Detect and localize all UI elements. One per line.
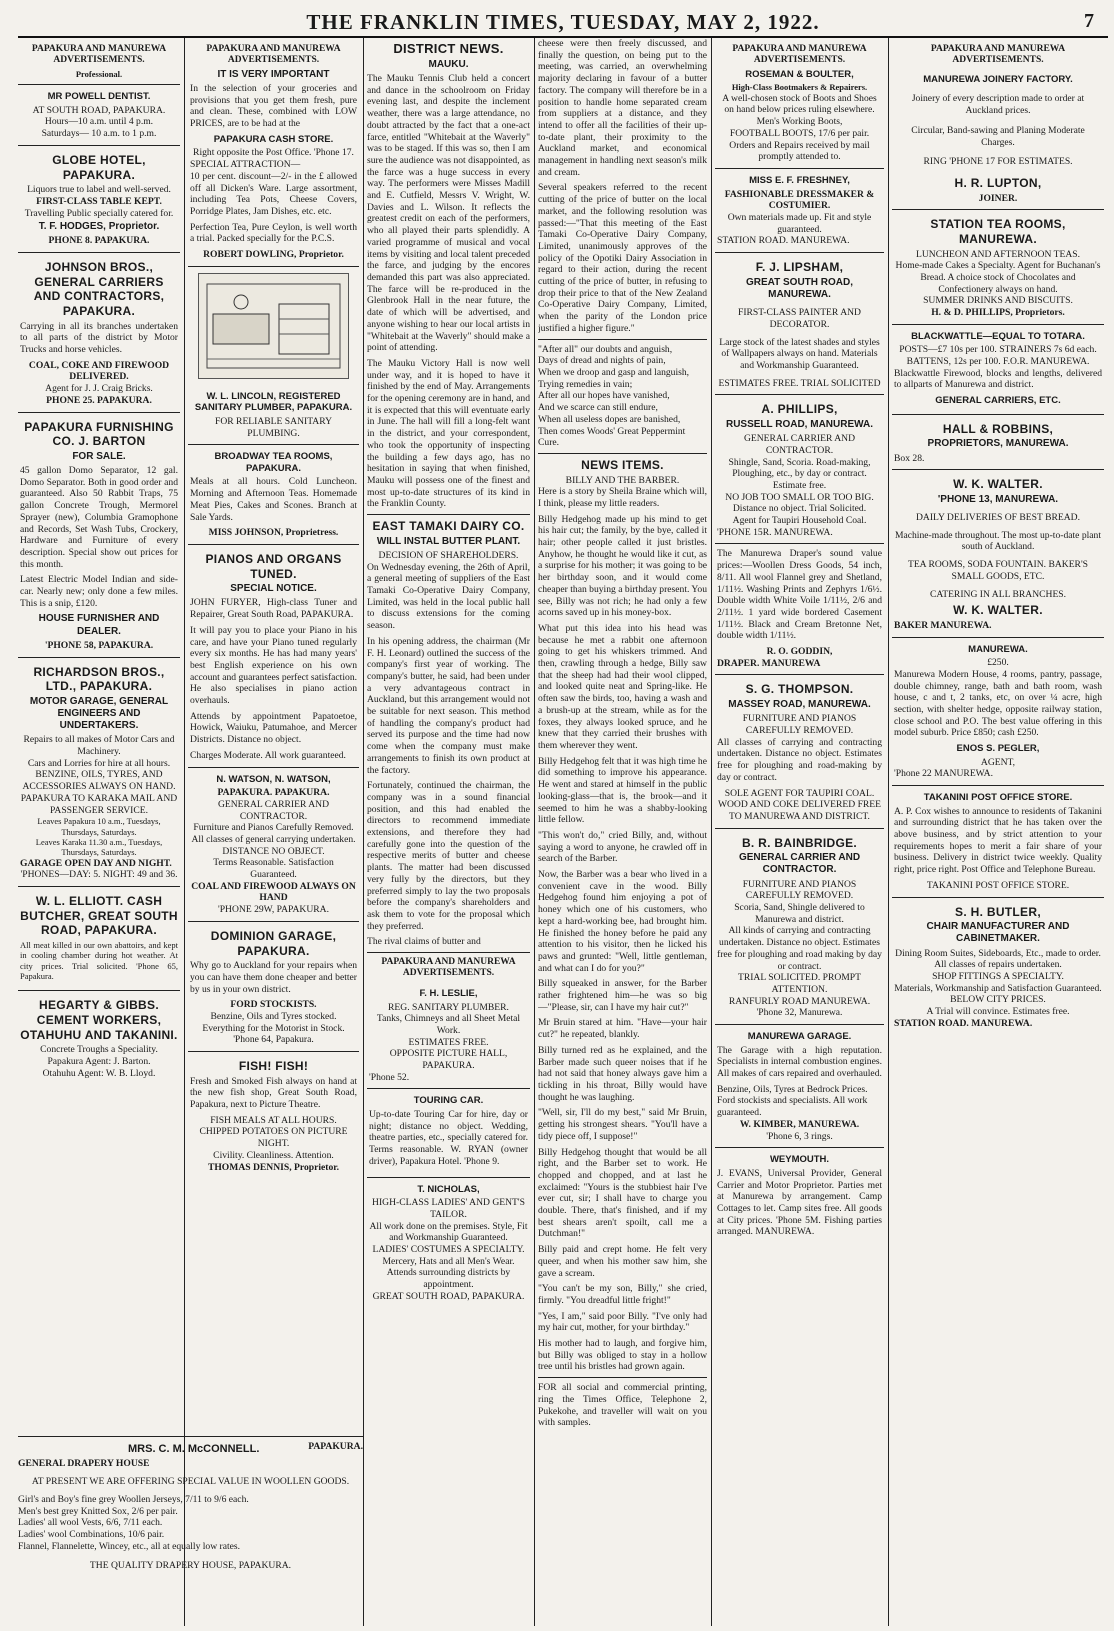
- advertisement: BROADWAY TEA ROOMS, PAPAKURA. Meals at all hours. Cold Luncheon. Morning and Afternoon Teas. Homemade Meat Pies, Cakes and Scones. Branch at Sale Yards. MISS JOHNSON, Proprietress.: [188, 445, 359, 545]
- advertisement: B. R. BAINBRIDGE. GENERAL CARRIER AND CONTRACTOR. FURNITURE AND PIANOS CAREFULLY REMOVED. Scoria, Sand, Shingle delivered to Manurewa and district. All kinds of carrying and contracting undertaken. Distance no object. Estimates free for ploughing and road making by day or contract. TRIAL SOLICITED. PROMPT ATTENTION. RANFURLY ROAD MANUREWA. 'Phone 32, Manurewa.: [715, 829, 884, 1025]
- advertisement: TOURING CAR. Up-to-date Touring Car for hire, day or night; distance no object. Wedding, theatre parties, etc., specially catered for. Terms reasonable. W. RYAN (owner driver), Papakura Hotel. 'Phone 9.: [367, 1089, 530, 1177]
- advertisement: PAPAKURA AND MANUREWA ADVERTISEMENTS. IT IS VERY IMPORTANT In the selection of your groceries and provisions that you get them fresh, pure and clean. These, combined with LOW PRICES, are to be had at the PAPAKURA CASH STORE. Right opposite the Post Office. 'Phone 17. SPECIAL ATTRACTION— 10 per cent. discount—2/- in the £ allowed off all Dicken's Ware. Large assortment, including Tea Pots, Cheese Covers, Porridge Plates, Jam Dishes, etc. etc. Perfection Tea, Pure Ceylon, is well worth a trial. Packed specially for the P.C.S. ROBERT DOWLING, Proprietor.: [188, 38, 359, 267]
- column-rule: [363, 38, 364, 1626]
- advertisement: HALL & ROBBINS, PROPRIETORS, MANUREWA. Box 28.: [892, 415, 1104, 471]
- column-rule: [711, 38, 712, 1626]
- advertisement: TAKANINI POST OFFICE STORE. A. P. Cox wishes to announce to residents of Takanini and surrounding district that he has taken over the above business, and by strict attention to your requirements hopes to merit a fair share of your business. Delivery in district twice weekly. Quality right, price right. Post Office and Telephone Bureau. TAKANINI POST OFFICE STORE.: [892, 786, 1104, 898]
- advertisement: F. H. LESLIE, REG. SANITARY PLUMBER. Tanks, Chimneys and all Sheet Metal Work. ESTIMATES FREE. OPPOSITE PICTURE HALL, PAPAKURA. 'Phone 52.: [367, 982, 530, 1090]
- plumbing-illustration: [198, 273, 349, 379]
- column-3: DISTRICT NEWS. MAUKU. The Mauku Tennis Club held a concert and dance in the schoolroom on Friday evening last, and despite the inclement weather, there was a large attendance, no doubt attracted by the fact that a one-act farce, entitled "Whitebait at the Waverly" was to be staged. If this was so, then I am sure the audience was not disappointed, as the farce was a huge success in every way. The performers were Misses Madill and E. Cutfield, Messrs V. Wright, W. Davies and L. Wilson. It reflects the greatest credit on each of the performers, who all played their parts splendidly. A varied programme of musical and vocal items by visiting and local talent preceded the farce, and judging by the encores demanded this part was also appreciated. The farce will be re-produced in the Glenbrook Hall in the near future, the date of which will be advertised, and anyone wishing to hear our local artists in "Whitebait at the Waverly" should make a point of attending. The Mauku Victory Hall is now well under way, and it is hoped to have it finished by the end of May. Arrangements for the opening ceremony are in hand, and it is expected that this will eventuate early in June. The hall will fill a long-felt want in the district, and your correspondent, who took the opportunity of inspecting the building a few days ago, has no hesitation in saying that when finished, Mauku will possess one of the finest and most up-to-date structures of its kind in the Franklin County. EAST TAMAKI DAIRY CO. WILL INSTAL BUTTER PLANT. DECISION OF SHAREHOLDERS. On Wednesday evening, the 26th of April, a general meeting of suppliers of the East Tamaki Co-Operative Dairy Company, Limited, was held in the local public hall to discuss extensions for the coming season. In his opening address, the chairman (Mr F. H. Leonard) outlined the success of the company's first year of working. The company's butter, he said, had been under a very advantageous contract in Auckland, but this arrangement would not be suitable for next season. This method of handling the company's product had served its purpose and the time had now come when the company must make arrangements to finish its own product at the factory. Fortunately, continued the chairman, the company was in a sound financial position, and this had enabled the directors to recommend immediate extensions, and therefore they had carefully gone into the question of the respective merits of butter and cheese plants. The matter had been discussed very fully by the directors, but they preferred simply to lay the two proposals before the company's shareholders and ask them to vote for the proposal which they preferred. The rival claims of butter and PAPAKURA AND MANUREWA ADVERTISEMENTS. F. H. LESLIE, REG. SANITARY PLUMBER. Tanks, Chimneys and all Sheet Metal Work. ESTIMATES FREE. OPPOSITE PICTURE HALL, PAPAKURA. 'Phone 52. TOURING CAR. Up-to-date Touring Car for hire, day or night; distance no object. Wedding, theatre parties, etc., specially catered for. Terms reasonable. W. RYAN (owner driver), Papakura Hotel. 'Phone 9. T. NICHOLAS, HIGH-CLASS LADIES' AND GENT'S TAILOR. All work done on the premises. Style, Fit and Workmanship Guaranteed. LADIES' COSTUMES A SPECIALTY. Mercery, Hats and all Men's Wear. Attends surrounding districts by appointment. GREAT SOUTH ROAD, PAPAKURA.: [367, 38, 530, 1626]
- advertisement: A. PHILLIPS, RUSSELL ROAD, MANUREWA. GENERAL CARRIER AND CONTRACTOR. Shingle, Sand, Scoria. Road-making, Ploughing, etc., by day or contract. Estimate free. NO JOB TOO SMALL OR TOO BIG. Distance no object. Trial Solicited. Agent for Taupiri Household Coal. 'PHONE 15R. MANUREWA.: [715, 395, 884, 544]
- advertisement: MANUREWA. £250. Manurewa Modern House, 4 rooms, pantry, passage, double chimney, range, bath and bath room, wash house, c and t, 2 tanks, etc, on over ¼ acre, high section, with shelter hedge, opposite railway station, close school and P.O. The best value offering in this model suburb. Price £850; cash £250. ENOS S. PEGLER, AGENT, 'Phone 22 MANUREWA.: [892, 638, 1104, 786]
- advertisement: WEYMOUTH. J. EVANS, Universal Provider, General Carrier and Motor Proprietor. Parties met at Manurewa by arrangement. Camp Cottages to let. Camp sites free. All goods at City prices. 'Phone 5M. Fishing parties arranged. MANUREWA.: [717, 1154, 882, 1238]
- column-rule: [888, 38, 889, 1626]
- bathroom-illustration: [199, 274, 348, 378]
- column-6: [892, 38, 1104, 1626]
- advertisement: W. K. WALTER. 'PHONE 13, MANUREWA. DAILY DELIVERIES OF BEST BREAD. Machine-made throughout. The most up-to-date plant south of Auckland. TEA ROOMS, SODA FOUNTAIN. BAKER'S SMALL GOODS, ETC. CATERING IN ALL BRANCHES. W. K. WALTER. BAKER MANUREWA.: [892, 470, 1104, 637]
- advertisement: F. J. LIPSHAM, GREAT SOUTH ROAD, MANUREWA. FIRST-CLASS PAINTER AND DECORATOR. Large stock of the latest shades and styles of Wallpapers always on hand. Materials and Workmanship Guaranteed. ESTIMATES FREE. TRIAL SOLICITED: [715, 253, 884, 395]
- advertisement: GLOBE HOTEL, PAPAKURA. Liquors true to label and well-served. FIRST-CLASS TABLE KEPT. Travelling Public specially catered for. T. F. HODGES, Proprietor. PHONE 8. PAPAKURA.: [18, 146, 180, 253]
- column-1: [18, 38, 180, 1434]
- page-number: 7: [1084, 10, 1094, 32]
- advertisement: DOMINION GARAGE, PAPAKURA. Why go to Auckland for your repairs when you can have them done cheaper and better by us in your own district. FORD STOCKISTS. Benzine, Oils and Tyres stocked. Everything for the Motorist in Stock. 'Phone 64, Papakura.: [188, 922, 359, 1052]
- column-rule: [184, 38, 185, 1626]
- advertisement: STATION TEA ROOMS, MANUREWA. LUNCHEON AND AFTERNOON TEAS. Home-made Cakes a Specialty. Agent for Buchanan's Bread. A choice stock of Chocolates and Confectionery always on hand. SUMMER DRINKS AND BISCUITS. H. & D. PHILLIPS, Proprietors.: [892, 210, 1104, 324]
- column-5: [715, 38, 884, 1626]
- advertisement: T. NICHOLAS, HIGH-CLASS LADIES' AND GENT'S TAILOR. All work done on the premises. Style, Fit and Workmanship Guaranteed. LADIES' COSTUMES A SPECIALTY. Mercery, Hats and all Men's Wear. Attends surrounding districts by appointment. GREAT SOUTH ROAD, PAPAKURA.: [369, 1183, 528, 1302]
- masthead: [18, 6, 1108, 38]
- column-2: [188, 38, 359, 1434]
- advertisement: PAPAKURA AND MANUREWA ADVERTISEMENTS. MANUREWA JOINERY FACTORY. Joinery of every description made to order at Auckland prices. Circular, Band-sawing and Planing Moderate Charges. RING 'PHONE 17 FOR ESTIMATES. H. R. LUPTON, JOINER.: [892, 38, 1104, 210]
- advertisement: MISS E. F. FRESHNEY, FASHIONABLE DRESSMAKER & COSTUMIER. Own materials made up. Fit and style guaranteed. STATION ROAD. MANUREWA.: [715, 169, 884, 253]
- advertisement: W. L. ELLIOTT. CASH BUTCHER, GREAT SOUTH ROAD, PAPAKURA. All meat killed in our own abattoirs, and kept in cooling chamber during hot weather. At city prices. Trial solicited. 'Phone 65, Papakura.: [18, 887, 180, 991]
- advertisement: RICHARDSON BROS., LTD., PAPAKURA. MOTOR GARAGE, GENERAL ENGINEERS AND UNDERTAKERS. Repairs to all makes of Motor Cars and Machinery. Cars and Lorries for hire at all hours. BENZINE, OILS, TYRES, AND ACCESSORIES ALWAYS ON HAND. PAPAKURA TO KARAKA MAIL AND PASSENGER SERVICE. Leaves Papakura 10 a.m., Tuesdays, Thursdays, Saturdays. Leaves Karaka 11.30 a.m., Tuesdays, Thursdays, Saturdays. GARAGE OPEN DAY AND NIGHT. 'PHONES—DAY: 5. NIGHT: 49 and 36.: [18, 658, 180, 888]
- advertisement: S. G. THOMPSON. MASSEY ROAD, MANUREWA. FURNITURE AND PIANOS CAREFULLY REMOVED. All classes of carrying and contracting undertaken. Distance no object. Estimates free for ploughing and road-making by day or contract. SOLE AGENT FOR TAUPIRI COAL. WOOD AND COKE DELIVERED FREE TO MANUREWA AND DISTRICT.: [715, 675, 884, 828]
- advertisement: PIANOS AND ORGANS TUNED. SPECIAL NOTICE. JOHN FURYER, High-class Tuner and Repairer, Great South Road, PAPAKURA. It will pay you to place your Piano in his care, and have your Piano tuned regularly every six months. He has had many years' best English experience on his own account and guarantees perfect satisfaction. He also specialises in piano action overhauls. Attends by appointment Papatoetoe, Howick, Waiuku, Patumahoe, and Mercer Districts. Distance no object. Charges Moderate. All work guaranteed.: [188, 545, 359, 768]
- mcconnell-drapery-ad: MRS. C. M. McCONNELL. PAPAKURA. GENERAL DRAPERY HOUSE AT PRESENT WE ARE OFFERING SPECIAL VALUE IN WOOLLEN GOODS. Girl's and Boy's fine grey Woollen Jerseys, 7/11 to 9/6 each. Men's best grey Knitted Sox, 2/6 per pair. Ladies' all wool Vests, 6/6, 7/11 each. Ladies' wool Combinations, 10/6 pair. Flannel, Flannelette, Wincey, etc., all at equally low rates. THE QUALITY DRAPERY HOUSE, PAPAKURA.: [18, 1436, 363, 1626]
- advertisement: W. L. LINCOLN, REGISTERED SANITARY PLUMBER, PAPAKURA. FOR RELIABLE SANITARY PLUMBING.: [188, 385, 359, 446]
- advertisement: BLACKWATTLE—EQUAL TO TOTARA. POSTS—£7 10s per 100. STRAINERS 7s 6d each. BATTENS, 12s per 100. F.O.R. MANUREWA. Blackwattle Firewood, blocks and lengths, delivered to allparts of Manurewa and district. GENERAL CARRIERS, ETC.: [892, 325, 1104, 415]
- advertisement: FISH! FISH! Fresh and Smoked Fish always on hand at the new fish shop, Great South Road, Papakura, next to Picture Theatre. FISH MEALS AT ALL HOURS. CHIPPED POTATOES ON PICTURE NIGHT. Civility. Cleanliness. Attention. THOMAS DENNIS, Proprietor.: [190, 1059, 357, 1173]
- advertisement: The Manurewa Draper's sound value prices:—Woollen Dress Goods, 54 inch, 8/11. All wool Flannel grey and Shetland, 1/11½. Washing Prints and Zephyrs 1/6½. Double width White Voile 1/11½, 2/6 and 2/11½. 1 yard wide bordered Casement 1/11½. Black and Cream Bretonne Net, double width 1/11½. R. O. GODDIN, DRAPER. MANUREWA: [715, 544, 884, 675]
- advertisement: PAPAKURA FURNISHING CO. J. BARTON FOR SALE. 45 gallon Domo Separator, 12 gal. Domo Separator. Both in good order and guaranteed. Also 50 Rabbit Traps, 75 gallon Concrete Trough, Mermorel Sprayer (new), Columbia Gramophone and Records, Set Wash Tubs, Crockery, Hardware and Furniture of every description. Special show out prices for this month. Latest Electric Model Indian and side-car. Nearly new; only done a few miles. This is a snip, £120. HOUSE FURNISHER AND DEALER. 'PHONE 58, PAPAKURA.: [18, 413, 180, 658]
- column-rule: [534, 38, 535, 1626]
- advertisement: MR POWELL DENTIST. AT SOUTH ROAD, PAPAKURA. Hours—10 a.m. until 4 p.m. Saturdays— 10 a.m. to 1 p.m.: [18, 85, 180, 146]
- advertisement: PAPAKURA AND MANUREWA ADVERTISEMENTS. Professional.: [18, 38, 180, 85]
- advertisement: JOHNSON BROS., GENERAL CARRIERS AND CONTRACTORS, PAPAKURA. Carrying in all its branches undertaken to all parts of the district by Motor Trucks and horse vehicles. COAL, COKE AND FIREWOOD DELIVERED. Agent for J. J. Craig Bricks. PHONE 25. PAPAKURA.: [18, 253, 180, 412]
- newspaper-title: THE FRANKLIN TIMES, TUESDAY, MAY 2, 1922.: [306, 10, 820, 34]
- advertisement: S. H. BUTLER, CHAIR MANUFACTURER AND CABINETMAKER. Dining Room Suites, Sideboards, Etc., made to order. All classes of repairs undertaken. SHOP FITTINGS A SPECIALTY. Materials, Workmanship and Satisfaction Guaranteed. BELOW CITY PRICES. A Trial will convince. Estimates free. STATION ROAD. MANUREWA.: [894, 904, 1102, 1029]
- advertisement: MANUREWA GARAGE. The Garage with a high reputation. Specialists in internal combustion engines. All makes of cars repaired and overhauled. Benzine, Oils, Tyres at Bedrock Prices. Ford stockists and specialists. All work guaranteed. W. KIMBER, MANUREWA. 'Phone 6, 3 rings.: [715, 1025, 884, 1148]
- column-4: cheese were then freely discussed, and finally the question, on being put to the meeting, was carried, an overwhelming majority declaring in favour of a butter factory. The company will therefore be in a position to handle home separated cream from suppliers at a distance, and they intend to offer all the facilities of their up-to-date plant, their proximity to the Auckland market, and economical management in handling next season's milk and cream. Several speakers referred to the recent cutting of the price of butter on the local market, and the following resolution was passed:—"That this meeting of the East Tamaki Co-Operative Dairy Company, Limited, unanimously approves of the policy of the Opotiki Dairy Association in regard to their action, during the recent cutting of the price of butter, in refusing to drop their price to that of the New Zealand Co-Operative Dairy Company, Limited, when the parity of the London price justified a higher figure." "After all" our doubts and anguish, Days of dread and nights of pain, When we droop and gasp and languish, Trying remedies in vain; After all our hopes have vanished, And we scarce can still endure, When all useless dopes are banished, Then comes Woods' Great Peppermint Cure. NEWS ITEMS. BILLY AND THE BARBER. Here is a story by Sheila Braine which will, I think, please my little readers. Billy Hedgehog made up his mind to get his hair cut; the family, by the bye, called it hair; other people called it just bristles. Anyhow, he thought he would like it cut, as a surprise for his mother; it was going to be her birthday soon, and it would come cheaper than buying a birthday present. You see, Billy was not rich; he had only a few acorns saved up in his money-box. What put this idea into his head was because he met a rabbit one afternoon going to get his whiskers trimmed. And then, crawling through a hedge, Billy saw that the sheep had had their wool clipped, and looked quite neat and Spring-like. He often saw the birds, too, having a wash and a brush-up at the stream, while as for the foxes, they always looked spruce, and he knew that they carried their brushes with them wherever they went. Billy Hedgehog felt that it was high time he did something to improve his appearance. He went and stared at himself in the public looking-glass—that is, the brook—and it seemed to him he was a shabby-looking little fellow. "This won't do," cried Billy, and, without saying a word to anyone, he crawled off in search of the Barber. Now, the Barber was a bear who lived in a convenient cave in the wood. Billy Hedgehog found him enjoying a pot of honey which one of his customers, who kept a hard-working bee, had brought him. He finished the honey before he paid any attention to his visitor, then he licked his paws and grunted: "Well, little gentleman, and what can I do for you?" Billy squeaked in answer, for the Barber rather frightened him—he was so big—"Please, sir, can I have my hair cut?" Mr Bruin stared at him. "Have—your hair cut?" he repeated, blankly. Billy turned red as he explained, and the Barber made such queer noises that if he had not said that honey always gave him a tickling in his throat, Billy would have thought he was laughing. "Well, sir, I'll do my best," said Mr Bruin, getting his strongest shears. "You'll have a tidy piece off, I suppose!" Billy Hedgehog thought that would be all right, and the Barber set to work. He chopped and chopped, and at last he exclaimed: "Yours is the stubbiest hair I've ever cut, sir; I shall have to charge you double. There, that's finished, and if my best shears aren't spoilt, call me a Dutchman!" Billy paid and crept home. He felt very queer, and when his mother saw him, she gave a scream. "You can't be my son, Billy," she cried, firmly. "You dreadful little fright!" "Yes, I am," said poor Billy. "I've only had my hair cut, mother, for your birthday." His mother had to laugh, and forgive him, but Billy was obliged to stay in a hollow tree until his bristles had grown again. FOR all social and commercial printing, ring the Times Office, Telephone 2, Pukekohe, and traveller will wait on you with samples.: [538, 38, 707, 1429]
- advertisement: PAPAKURA AND MANUREWA ADVERTISEMENTS. ROSEMAN & BOULTER, High-Class Bootmakers & Repairers. A well-chosen stock of Boots and Shoes on hand below prices ruling elsewhere. Men's Working Boots, FOOTBALL BOOTS, 17/6 per pair. Orders and Repairs received by mail promptly attended to.: [715, 38, 884, 169]
- advertisement: HEGARTY & GIBBS. CEMENT WORKERS, OTAHUHU AND TAKANINI. Concrete Troughs a Speciality. Papakura Agent: J. Barton. Otahuhu Agent: W. B. Lloyd.: [20, 998, 178, 1079]
- advertisement: N. WATSON, N. WATSON, PAPAKURA. PAPAKURA. GENERAL CARRIER AND CONTRACTOR. Furniture and Pianos Carefully Removed. All classes of general carrying undertaken. DISTANCE NO OBJECT. Terms Reasonable. Satisfaction Guaranteed. COAL AND FIREWOOD ALWAYS ON HAND 'PHONE 29W, PAPAKURA.: [188, 768, 359, 922]
